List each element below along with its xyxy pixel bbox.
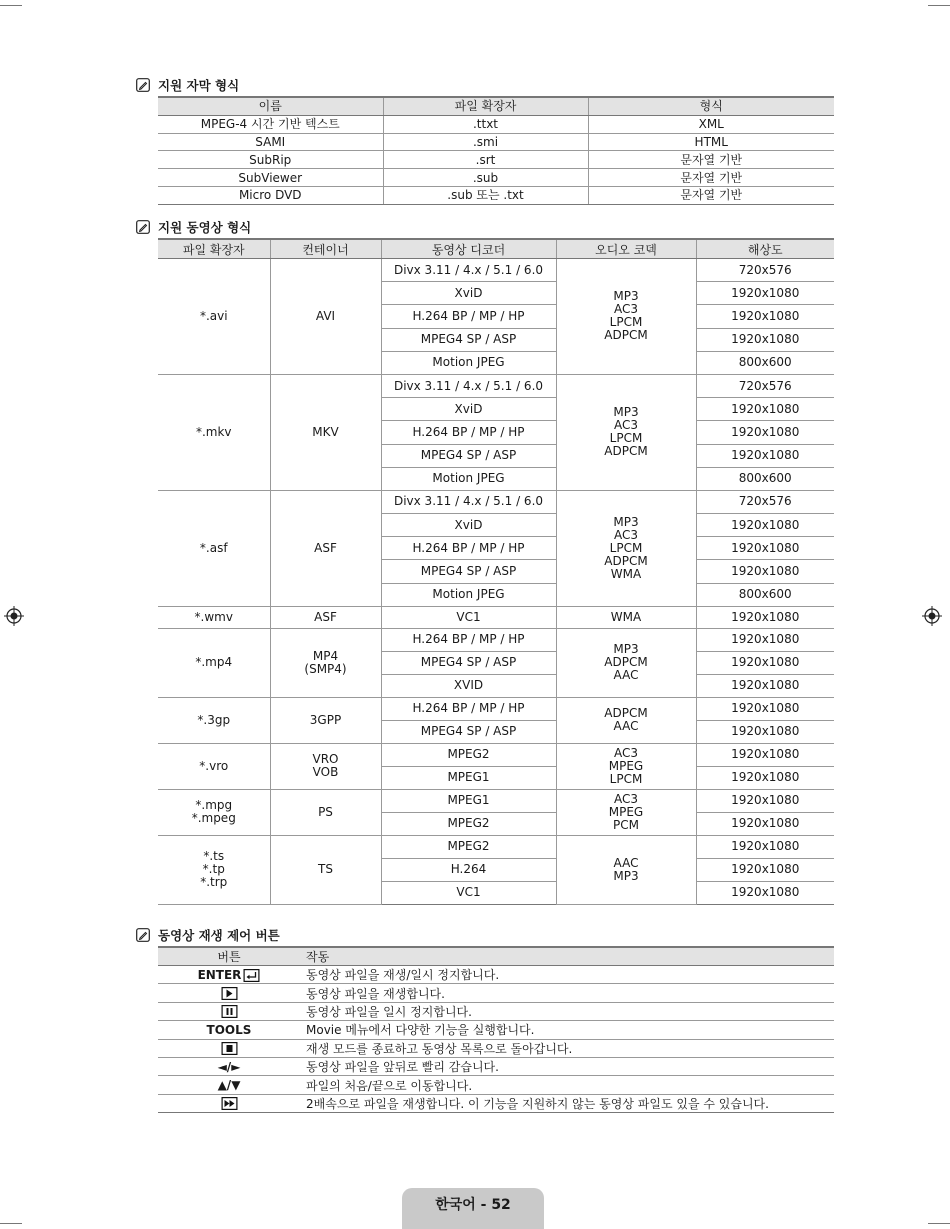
- container-cell: VRO VOB: [270, 743, 381, 789]
- decoder-cell: MPEG1: [381, 766, 556, 789]
- crop-mark: [928, 1223, 950, 1224]
- section-title-text: 지원 동영상 형식: [158, 220, 252, 235]
- ext-cell: *.ts *.tp *.trp: [158, 835, 270, 904]
- registration-mark-icon: [4, 606, 24, 626]
- control-button-table: [158, 946, 834, 1113]
- resolution-cell: 1920x1080: [696, 789, 834, 812]
- table-row: [158, 1002, 834, 1020]
- resolution-cell: 720x576: [696, 490, 834, 513]
- resolution-cell: 1920x1080: [696, 766, 834, 789]
- table-row: [158, 133, 834, 151]
- container-cell: MKV: [270, 374, 381, 490]
- resolution-cell: 800x600: [696, 351, 834, 374]
- table-row: [158, 743, 834, 766]
- action-cell: 동영상 파일을 일시 정지합니다.: [300, 1002, 834, 1020]
- ext-cell: *.3gp: [158, 697, 270, 743]
- audio-cell: AC3 MPEG PCM: [556, 789, 696, 835]
- decoder-cell: H.264 BP / MP / HP: [381, 305, 556, 328]
- container-cell: ASF: [270, 606, 381, 628]
- decoder-cell: H.264 BP / MP / HP: [381, 628, 556, 651]
- audio-cell: MP3 AC3 LPCM ADPCM WMA: [556, 490, 696, 606]
- table-row: [158, 115, 834, 133]
- decoder-cell: Divx 3.11 / 4.x / 5.1 / 6.0: [381, 490, 556, 513]
- button-label: TOOLS: [206, 1022, 252, 1037]
- action-cell: 동영상 파일을 재생/일시 정지합니다.: [300, 966, 834, 984]
- section-title-text: 동영상 재생 제어 버튼: [158, 928, 280, 943]
- action-cell: 재생 모드를 종료하고 동영상 목록으로 돌아갑니다.: [300, 1039, 834, 1057]
- resolution-cell: 1920x1080: [696, 628, 834, 651]
- resolution-cell: 1920x1080: [696, 651, 834, 674]
- resolution-cell: 1920x1080: [696, 282, 834, 305]
- table-cell: .smi: [383, 133, 588, 151]
- section-title-video: [136, 218, 251, 236]
- decoder-cell: MPEG4 SP / ASP: [381, 651, 556, 674]
- container-cell: 3GPP: [270, 697, 381, 743]
- audio-cell: AAC MP3: [556, 835, 696, 904]
- decoder-cell: XVID: [381, 674, 556, 697]
- table-row: [158, 186, 834, 204]
- resolution-cell: 1920x1080: [696, 328, 834, 351]
- decoder-cell: MPEG2: [381, 835, 556, 858]
- table-row: [158, 628, 834, 651]
- decoder-cell: VC1: [381, 881, 556, 904]
- decoder-cell: H.264 BP / MP / HP: [381, 697, 556, 720]
- button-cell: [158, 966, 300, 984]
- table-row: [158, 1021, 834, 1039]
- pause-icon: [221, 1005, 238, 1018]
- button-cell: [158, 984, 300, 1002]
- table-cell: XML: [588, 115, 834, 133]
- resolution-cell: 1920x1080: [696, 606, 834, 628]
- table-cell: 문자열 기반: [588, 169, 834, 187]
- ext-cell: *.wmv: [158, 606, 270, 628]
- crop-mark: [0, 1223, 22, 1224]
- section-title-controls: [136, 926, 280, 944]
- decoder-cell: MPEG4 SP / ASP: [381, 560, 556, 583]
- table-cell: .sub: [383, 169, 588, 187]
- resolution-cell: 1920x1080: [696, 674, 834, 697]
- button-cell: [158, 1076, 300, 1094]
- decoder-cell: Motion JPEG: [381, 467, 556, 490]
- table-row: [158, 697, 834, 720]
- table-cell: .ttxt: [383, 115, 588, 133]
- table-row: [158, 1094, 834, 1112]
- note-icon: [136, 220, 150, 234]
- note-icon: [136, 928, 150, 942]
- action-cell: 2배속으로 파일을 재생합니다. 이 기능을 지원하지 않는 동영상 파일도 있을 수 있습니다.: [300, 1094, 834, 1112]
- decoder-cell: XviD: [381, 514, 556, 537]
- button-label: ◄/►: [217, 1059, 241, 1074]
- button-label: ENTER: [197, 967, 242, 982]
- resolution-cell: 1920x1080: [696, 835, 834, 858]
- resolution-cell: 1920x1080: [696, 421, 834, 444]
- table-cell: HTML: [588, 133, 834, 151]
- decoder-cell: Divx 3.11 / 4.x / 5.1 / 6.0: [381, 374, 556, 397]
- table-cell: SubRip: [158, 151, 383, 169]
- column-header: 파일 확장자: [158, 239, 270, 259]
- crop-mark: [928, 5, 950, 6]
- decoder-cell: MPEG1: [381, 789, 556, 812]
- table-cell: SubViewer: [158, 169, 383, 187]
- decoder-cell: MPEG2: [381, 743, 556, 766]
- container-cell: PS: [270, 789, 381, 835]
- resolution-cell: 1920x1080: [696, 305, 834, 328]
- decoder-cell: H.264: [381, 858, 556, 881]
- resolution-cell: 1920x1080: [696, 537, 834, 560]
- table-cell: 문자열 기반: [588, 151, 834, 169]
- audio-cell: WMA: [556, 606, 696, 628]
- decoder-cell: MPEG4 SP / ASP: [381, 444, 556, 467]
- resolution-cell: 1920x1080: [696, 743, 834, 766]
- subtitle-format-table: [158, 96, 834, 205]
- decoder-cell: XviD: [381, 398, 556, 421]
- table-cell: .sub 또는 .txt: [383, 186, 588, 204]
- audio-cell: MP3 ADPCM AAC: [556, 628, 696, 697]
- decoder-cell: VC1: [381, 606, 556, 628]
- decoder-cell: H.264 BP / MP / HP: [381, 421, 556, 444]
- ext-cell: *.mkv: [158, 374, 270, 490]
- resolution-cell: 800x600: [696, 583, 834, 606]
- resolution-cell: 720x576: [696, 259, 834, 282]
- button-cell: [158, 1039, 300, 1057]
- resolution-cell: 1920x1080: [696, 858, 834, 881]
- resolution-cell: 1920x1080: [696, 720, 834, 743]
- table-row: [158, 984, 834, 1002]
- table-row: [158, 169, 834, 187]
- section-title-subtitles: [136, 76, 239, 94]
- button-label: ▲/▼: [217, 1078, 241, 1093]
- resolution-cell: 720x576: [696, 374, 834, 397]
- table-cell: Micro DVD: [158, 186, 383, 204]
- column-header: 형식: [588, 97, 834, 115]
- action-cell: Movie 메뉴에서 다양한 기능을 실행합니다.: [300, 1021, 834, 1039]
- audio-cell: MP3 AC3 LPCM ADPCM: [556, 259, 696, 375]
- table-cell: .srt: [383, 151, 588, 169]
- fast-forward-icon: [221, 1097, 238, 1110]
- page-number: 한국어 - 52: [435, 1197, 511, 1213]
- decoder-cell: Divx 3.11 / 4.x / 5.1 / 6.0: [381, 259, 556, 282]
- resolution-cell: 1920x1080: [696, 697, 834, 720]
- container-cell: TS: [270, 835, 381, 904]
- table-row: [158, 789, 834, 812]
- enter-icon: [243, 969, 260, 982]
- action-cell: 동영상 파일을 재생합니다.: [300, 984, 834, 1002]
- table-cell: 문자열 기반: [588, 186, 834, 204]
- table-row: [158, 490, 834, 513]
- decoder-cell: Motion JPEG: [381, 351, 556, 374]
- page-number-tab: [402, 1188, 544, 1229]
- container-cell: ASF: [270, 490, 381, 606]
- stop-icon: [221, 1042, 238, 1055]
- column-header: 이름: [158, 97, 383, 115]
- resolution-cell: 800x600: [696, 467, 834, 490]
- column-header: 오디오 코덱: [556, 239, 696, 259]
- column-header: 해상도: [696, 239, 834, 259]
- table-row: [158, 1076, 834, 1094]
- audio-cell: MP3 AC3 LPCM ADPCM: [556, 374, 696, 490]
- ext-cell: *.asf: [158, 490, 270, 606]
- ext-cell: *.avi: [158, 259, 270, 375]
- ext-cell: *.vro: [158, 743, 270, 789]
- decoder-cell: MPEG4 SP / ASP: [381, 328, 556, 351]
- button-cell: [158, 1002, 300, 1020]
- resolution-cell: 1920x1080: [696, 812, 834, 835]
- button-cell: [158, 1094, 300, 1112]
- decoder-cell: H.264 BP / MP / HP: [381, 537, 556, 560]
- table-row: [158, 835, 834, 858]
- table-row: [158, 966, 834, 984]
- crop-mark: [0, 5, 22, 6]
- ext-cell: *.mpg *.mpeg: [158, 789, 270, 835]
- container-cell: AVI: [270, 259, 381, 375]
- column-header: 동영상 디코더: [381, 239, 556, 259]
- table-cell: MPEG-4 시간 기반 텍스트: [158, 115, 383, 133]
- table-row: [158, 1057, 834, 1075]
- action-cell: 동영상 파일을 앞뒤로 빨리 감습니다.: [300, 1057, 834, 1075]
- decoder-cell: Motion JPEG: [381, 583, 556, 606]
- resolution-cell: 1920x1080: [696, 514, 834, 537]
- play-icon: [221, 987, 238, 1000]
- decoder-cell: XviD: [381, 282, 556, 305]
- button-cell: [158, 1021, 300, 1039]
- table-row: [158, 151, 834, 169]
- resolution-cell: 1920x1080: [696, 881, 834, 904]
- registration-mark-icon: [922, 606, 942, 626]
- ext-cell: *.mp4: [158, 628, 270, 697]
- table-row: [158, 1039, 834, 1057]
- column-header: 작동: [300, 947, 834, 966]
- column-header: 버튼: [158, 947, 300, 966]
- note-icon: [136, 78, 150, 92]
- decoder-cell: MPEG4 SP / ASP: [381, 720, 556, 743]
- table-row: [158, 374, 834, 397]
- resolution-cell: 1920x1080: [696, 560, 834, 583]
- resolution-cell: 1920x1080: [696, 398, 834, 421]
- table-cell: SAMI: [158, 133, 383, 151]
- button-cell: [158, 1057, 300, 1075]
- column-header: 파일 확장자: [383, 97, 588, 115]
- audio-cell: AC3 MPEG LPCM: [556, 743, 696, 789]
- resolution-cell: 1920x1080: [696, 444, 834, 467]
- table-row: [158, 259, 834, 282]
- column-header: 컨테이너: [270, 239, 381, 259]
- audio-cell: ADPCM AAC: [556, 697, 696, 743]
- video-format-table: [158, 238, 834, 905]
- action-cell: 파일의 처음/끝으로 이동합니다.: [300, 1076, 834, 1094]
- section-title-text: 지원 자막 형식: [158, 78, 240, 93]
- table-row: [158, 606, 834, 628]
- container-cell: MP4 (SMP4): [270, 628, 381, 697]
- decoder-cell: MPEG2: [381, 812, 556, 835]
